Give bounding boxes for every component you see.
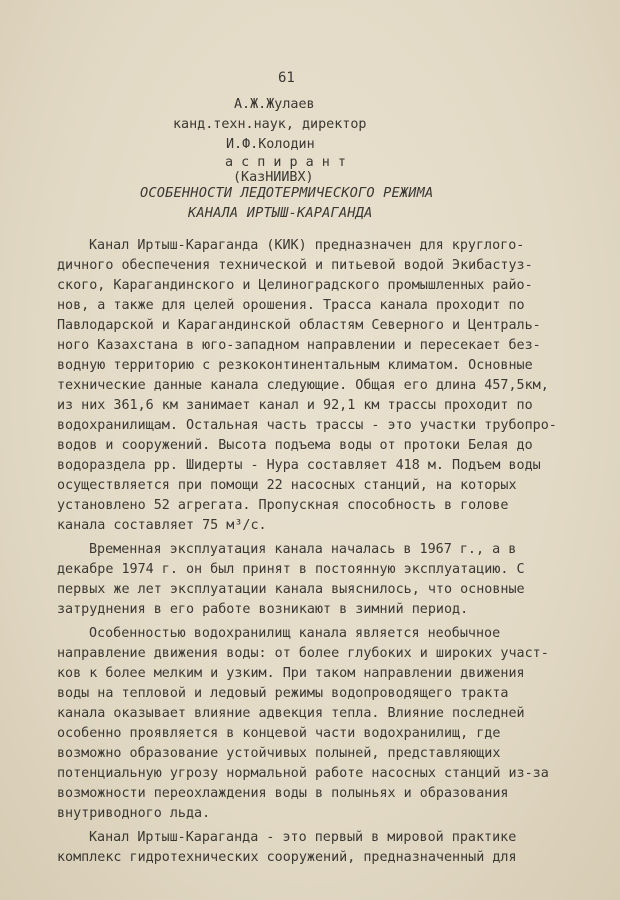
text-line: Канал Иртыш-Караганда (КИК) предназначен для круглого-	[89, 238, 525, 253]
text-line: декабре 1974 г. он был принят в постоянную эксплуатацию. С	[57, 562, 525, 577]
text-line: канала оказывает влияние адвекция тепла. Влияние последней	[57, 706, 525, 721]
title-line: КАНАЛА ИРТЫШ-КАРАГАНДА	[188, 205, 373, 221]
text-line: ного Казахстана в юго-западном направлении и пересекает без-	[57, 338, 541, 353]
page-number: 61	[278, 70, 295, 86]
title-line: ОСОБЕННОСТИ ЛЕДОТЕРМИЧЕСКОГО РЕЖИМА	[140, 185, 434, 201]
text-line: водную территорию с резкоконтинентальным климатом. Основные	[57, 358, 533, 373]
text-line: потенциальную угрозу нормальной работе насосных станций из-за	[57, 766, 549, 781]
text-line: технические данные канала следующие. Общая его длина 457,5км,	[57, 378, 549, 393]
text-line: из них 361,6 км занимает канал и 92,1 км трассы проходит по	[57, 398, 533, 413]
text-line: направление движения воды: от более глубоких и широких участ-	[57, 646, 549, 661]
text-line: канала составляет 75 м³/с.	[57, 518, 267, 533]
text-line: комплекс гидротехнических сооружений, предназначенный для	[57, 850, 517, 865]
text-line: водов и сооружений. Высота подъема воды от протоки Белая до	[57, 438, 533, 453]
author-name: А.Ж.Жулаев	[234, 97, 315, 112]
text-line: нов, а также для целей орошения. Трасса канала проходит по	[57, 298, 525, 313]
text-line: ского, Карагандинского и Целиноградского промышленных райо-	[57, 278, 533, 293]
text-line: осуществляется при помощи 22 насосных станций, на которых	[57, 478, 517, 493]
text-line: возможности переохлаждения воды в полыньях и образования	[57, 786, 509, 801]
text-line: первых же лет эксплуатации канала выяснилось, что основные	[57, 582, 525, 597]
author-affiliation: (КазНИИВХ)	[233, 170, 314, 185]
text-line: внутриводного льда.	[57, 806, 211, 821]
text-line: ков к более мелким и узким. При таком направлении движения	[57, 666, 525, 681]
text-line: Павлодарской и Карагандинской областям Северного и Централь-	[57, 318, 541, 333]
text-line: Особенностью водохранилищ канала является необычное	[89, 626, 501, 641]
text-line: дичного обеспечения технической и питьевой водой Экибастуз-	[57, 258, 533, 273]
author-position: а с п и р а н т	[225, 155, 346, 170]
text-line: воды на тепловой и ледовый режимы водопроводящего тракта	[57, 686, 509, 701]
author-name: И.Ф.Колодин	[226, 137, 315, 152]
text-line: установлено 52 агрегата. Пропускная способность в голове	[57, 498, 509, 513]
text-line: Временная эксплуатация канала началась в 1967 г., а в	[89, 542, 517, 557]
author-position: канд.техн.наук, директор	[173, 117, 367, 132]
text-line: возможно образование устойчивых полыней, представляющих	[57, 746, 501, 761]
text-line: водохранилищам. Остальная часть трассы - это участки трубопро-	[57, 418, 557, 433]
text-line: особенно проявляется в концевой части водохранилищ, где	[57, 726, 501, 741]
text-line: затруднения в его работе возникают в зимний период.	[57, 602, 469, 617]
text-line: Канал Иртыш-Караганда - это первый в мировой практике	[89, 830, 517, 845]
text-line: водораздела рр. Шидерты - Нура составляет 418 м. Подъем воды	[57, 458, 541, 473]
